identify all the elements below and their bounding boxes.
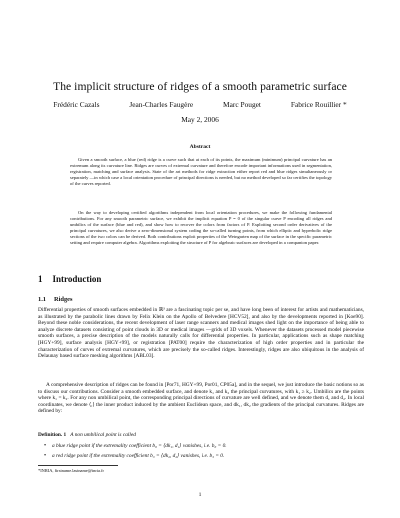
- page-number: 1: [198, 492, 202, 498]
- author-name: Jean-Charles Faugère: [129, 100, 194, 109]
- definition: [38, 432, 364, 438]
- author-list: [0, 100, 400, 109]
- definition-text: A non umbilical point is called: [70, 432, 136, 438]
- abstract-paragraph: On the way to developing certified algorithms independent from local orientation procedures, we make the following fundamental contributions. For any smooth parametric surface, we exhibit the implicit equation P = 0 of the singular curve P encoding all ridges and umbilics of the surface (blue and red), and show how to recover the colors from factors of P. Exploiting second order derivatives of the principal curvatures, we also derive a zero-dimensional system coding the so-called turning points, from which elliptic and hyperbolic ridge sections of the two colors can be derived. Both contributions exploit properties of the Weingarten map of the surface in the specific parametric setting and require computer algebra. Algorithms exploiting the structure of P for algebraic surfaces are developed in a companion paper.: [70, 210, 332, 246]
- list-item: [44, 441, 364, 451]
- subsection-title: Ridges: [54, 296, 73, 303]
- section-title: Introduction: [52, 274, 102, 284]
- footnote-rule: [38, 465, 118, 466]
- paper-date: May 2, 2006: [181, 115, 219, 124]
- bullet-text: a red ridge point if the extremality coefficient b₃ = ⟨dk₂, d₂⟩ vanishes, i.e. b₃ = 0.: [52, 453, 225, 459]
- list-item: [44, 451, 364, 461]
- author-name: Frédéric Cazals: [53, 100, 100, 109]
- abstract-paragraph: Given a smooth surface, a blue (red) ridge is a curve such that at each of its points, the maximum (minimum) principal curvature has an extremum along its curvature line. Ridges are curves of extremal curvature and therefore encode important informations used in segmentation, registration, matching and surface analysis. State of the art methods for ridge extraction either report red and blue ridges simultaneously or separately —in which case a local orientation procedure of principal directions is needed, but no method developed so far certifies the topology of the curves reported.: [70, 157, 332, 187]
- section-heading: [38, 274, 101, 284]
- body-paragraph: A comprehensive description of ridges can be found in [Por71, HGY+99, Por01, CP05a], and in the sequel, we just introduce the basic notions so as to discuss our contributions. Consider a smooth embedded surface, and denote k₁ and k₂ the principal curvatures, with k₁ ≥ k₂. Umbilics are the points where k₁ = k₂. For any non umbilical point, the corresponding principal directions of curvature are well defined, and we denote them d₁ and d₂. In local coordinates, we denote ⟨,⟩ the inner product induced by the ambient Euclidean space, and dk₁, dk₂ the gradients of the principal curvatures. Ridges are defined by:: [38, 382, 364, 415]
- section-number: 1: [38, 274, 43, 284]
- paper-title: The implicit structure of ridges of a smooth parametric surface: [53, 80, 347, 93]
- author-name: Fabrice Rouillier *: [290, 100, 347, 109]
- author-name: Marc Pouget: [223, 100, 261, 109]
- bullet-icon: •: [44, 453, 47, 459]
- body-paragraph: Differential properties of smooth surfaces embedded in ℝ³ are a fascinating topic per se, and have long been of interest for artists and mathematicians, as illustrated by the parabolic lines drawn by Felix Klein on the Apollo of Belvedere [HCV52], and also by the developments reported in [Koe90]. Beyond these noble considerations, the recent development of laser range scanners and medical images shed light on the importance of being able to analyze discrete datasets consisting of point clouds in 3D or medical images —grids of 3D voxels. Whenever the datasets processed model piecewise smooth surfaces, a precise description of the models naturally calls for differential properties. In particular, applications such as shape matching [HGY+99], surface analysis [HGY+99], or registration [PAT00] require the characterization of high order properties and in particular the characterization of curves of extremal curvatures, which are precisely the so-called ridges. Interestingly, ridges are also ubiquitous in the analysis of Delaunay based surface meshing algorithms [ABL03].: [38, 307, 364, 360]
- footnote: *INRIA, firstname.lastname@inria.fr: [38, 468, 104, 473]
- abstract-heading: Abstract: [189, 144, 211, 150]
- subsection-number: 1.1: [38, 296, 46, 303]
- definition-label: Definition. 1: [38, 432, 67, 438]
- subsection-heading: [38, 296, 72, 303]
- bullet-text: a blue ridge point if the extremality coefficient b₀ = ⟨dk₁, d₁⟩ vanishes, i.e. b₀ = 0.: [52, 443, 227, 449]
- bullet-icon: •: [44, 443, 47, 449]
- definition-bullets: [44, 441, 364, 461]
